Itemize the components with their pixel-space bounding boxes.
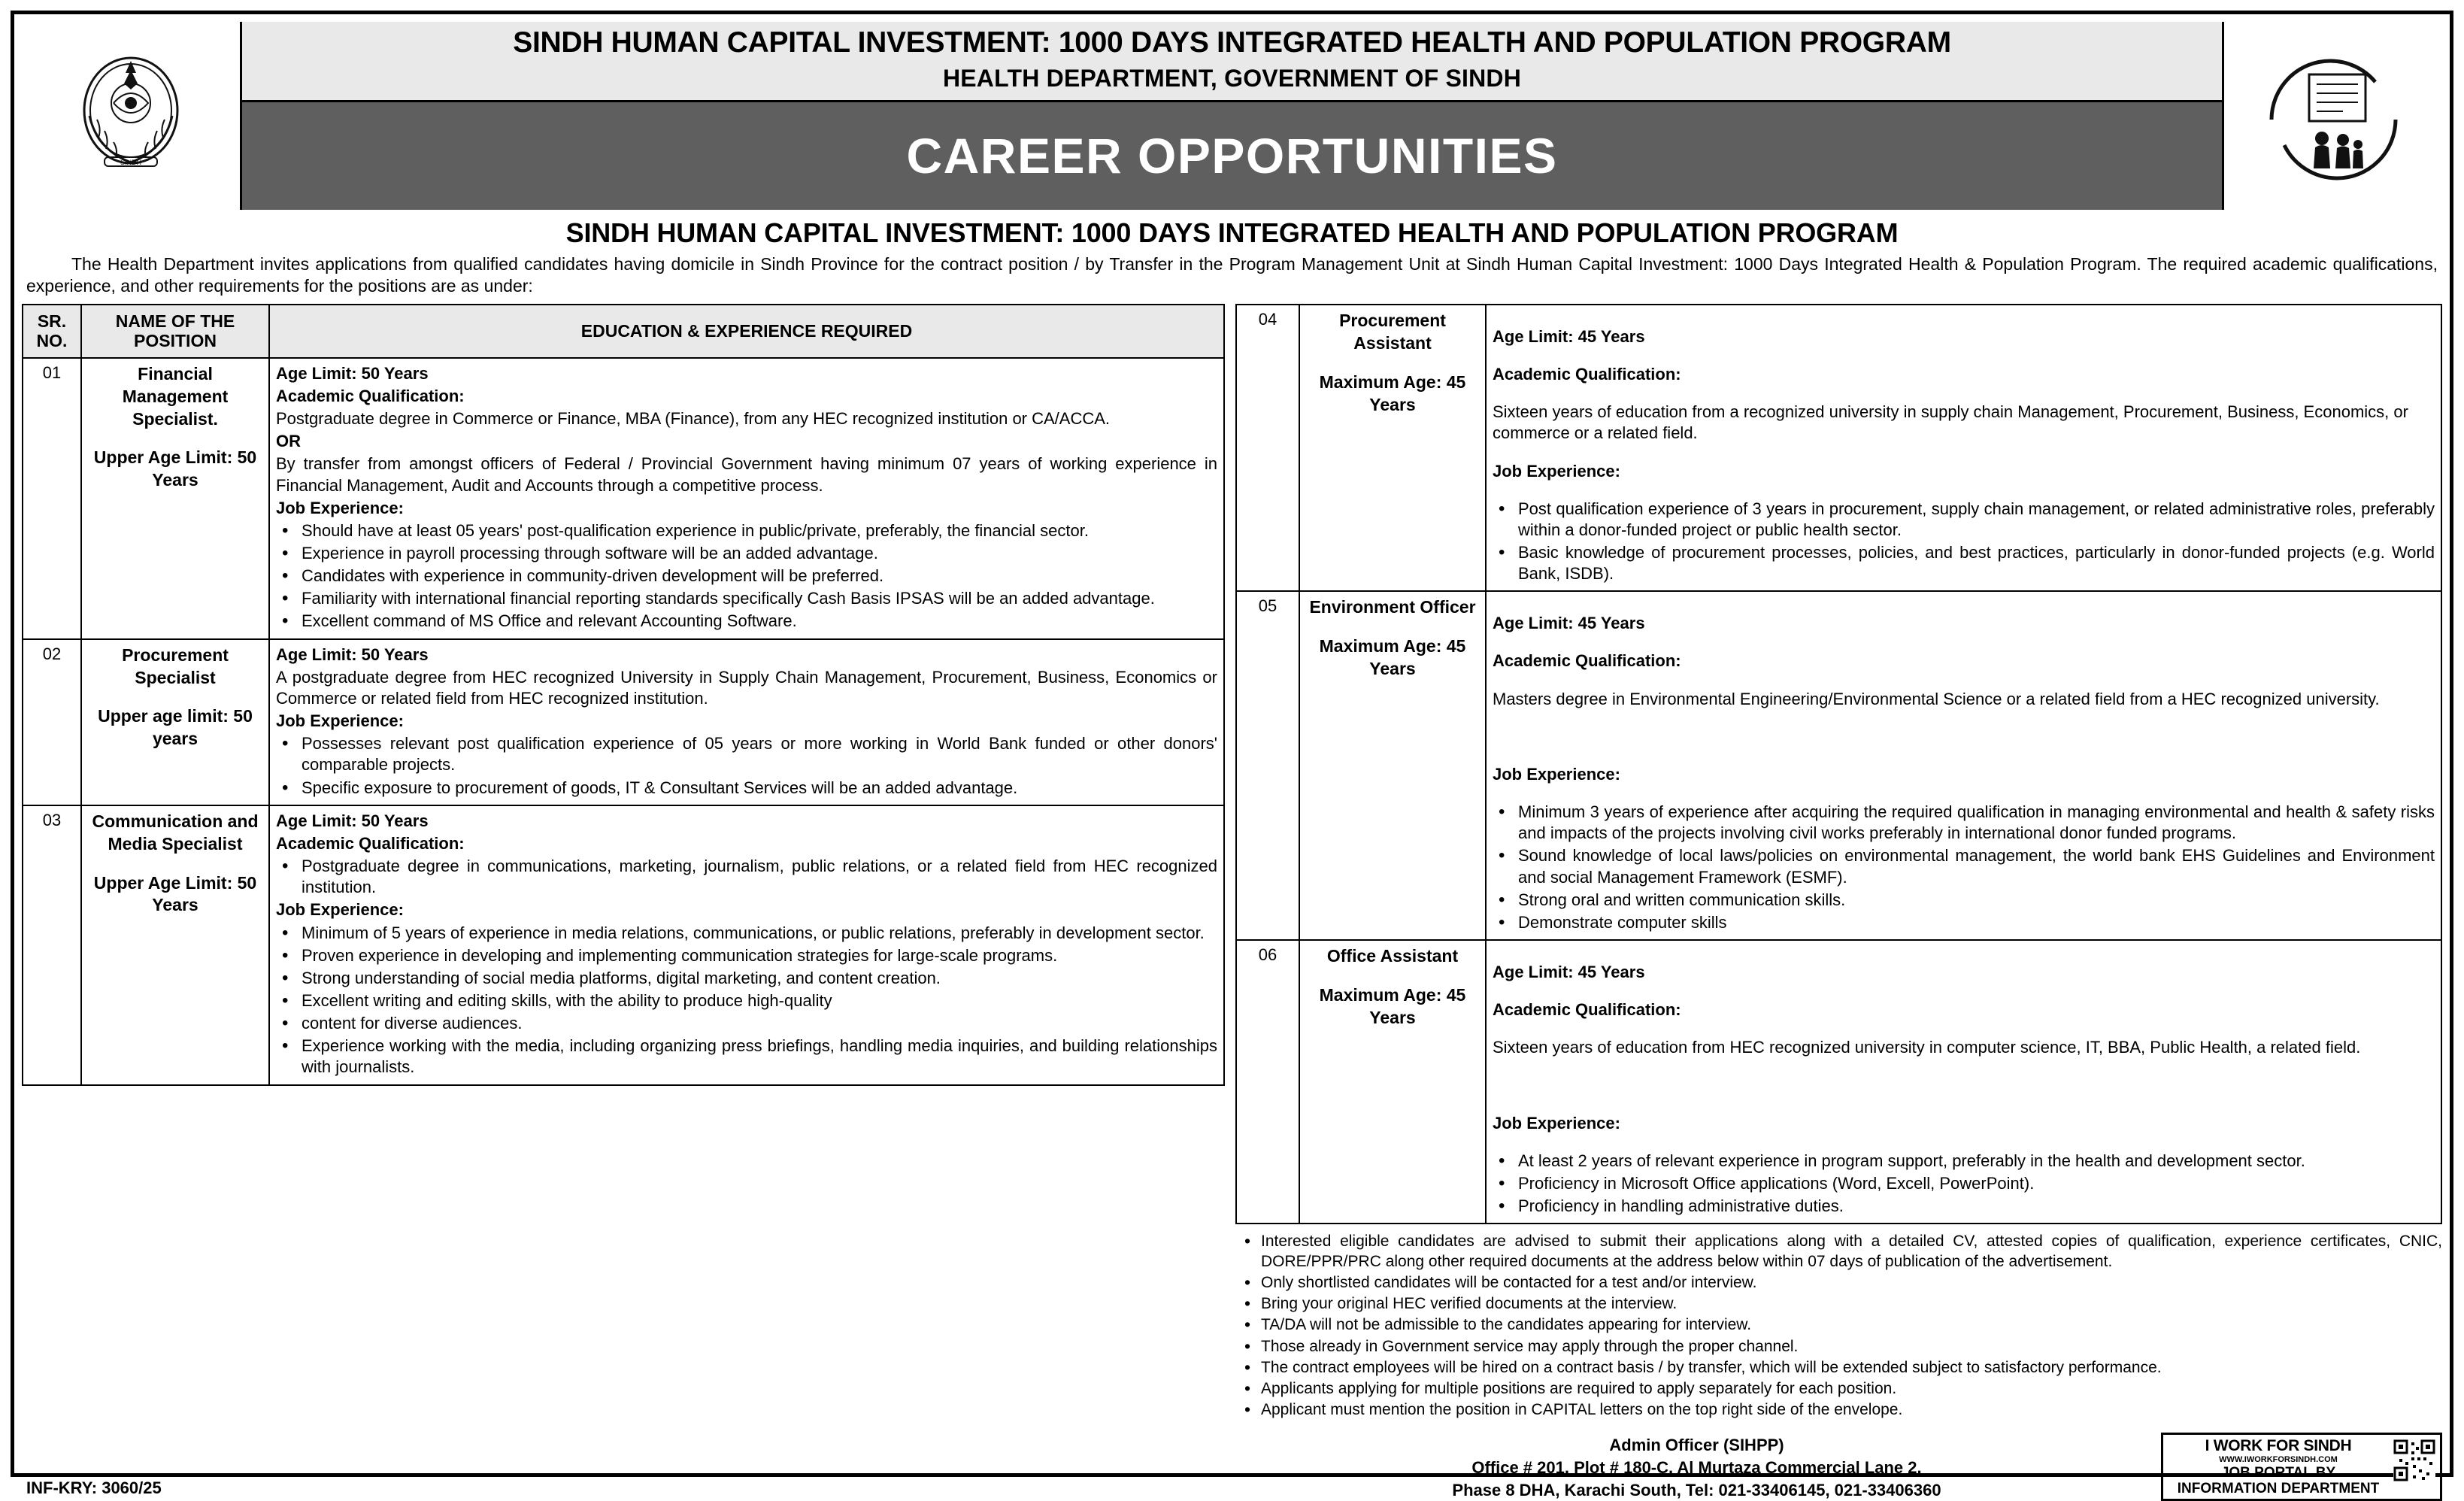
row-position-name (1299, 940, 1486, 1224)
qr-code-icon (2393, 1439, 2435, 1481)
age-limit-label: Age Limit: 45 Years (1493, 962, 2435, 983)
row-education-experience (1486, 305, 2441, 591)
row-education-experience (269, 358, 1224, 639)
position-age-limit: Maximum Age: 45 Years (1306, 984, 1479, 1029)
list-item: • Possesses relevant post qualification experience of 05 years or more working in World Bank funded or other donors' comparable projects. (299, 733, 1217, 775)
portal-title: I WORK FOR SINDH (2166, 1437, 2390, 1455)
list-item: • Bring your original HEC verified documents at the interview. (1261, 1294, 2442, 1314)
intro-paragraph-text: The Health Department invites applications from qualified candidates having domicile in Sindh Province for the contract position / by Transfer in the Program Management Unit at Sindh Human Capital Investment: 1000 Days Integrated Health & Population Program. The required academic qualifications, experience, and other requirements for the positions are as under: (26, 254, 2438, 296)
list-item: • Candidates with experience in community-driven development will be preferred. (299, 566, 1217, 587)
row-sr-no: 03 (23, 805, 81, 1085)
row-position-name (81, 639, 269, 805)
row-position-name (81, 805, 269, 1085)
list-item: • Applicants applying for multiple positions are required to apply separately for each position. (1261, 1379, 2442, 1399)
notes-list (1235, 1232, 2442, 1420)
intro-paragraph (22, 253, 2442, 298)
row-education-experience (1486, 591, 2441, 940)
job-experience-label: Job Experience: (276, 498, 1217, 519)
row-sr-no: 04 (1236, 305, 1299, 591)
list-item: • TA/DA will not be admissible to the candidates appearing for interview. (1261, 1315, 2442, 1335)
age-limit-label: Age Limit: 50 Years (276, 811, 1217, 832)
sindh-government-crest-icon (22, 22, 240, 210)
right-column (1235, 304, 2442, 1422)
header-center (240, 22, 2224, 210)
list-item: • Those already in Government service may apply through the proper channel. (1261, 1337, 2442, 1357)
position-age-limit: Upper Age Limit: 50 Years (88, 447, 262, 492)
table-row (23, 639, 1224, 805)
positions-table-left (22, 304, 1225, 1086)
academic-qualification-label: Academic Qualification: (276, 833, 1217, 854)
list-item: • Proficiency in Microsoft Office applications (Word, Excell, PowerPoint). (1515, 1173, 2435, 1194)
footer (22, 1433, 2442, 1501)
list-item: • Excellent command of MS Office and relevant Accounting Software. (299, 611, 1217, 632)
list-item: • Only shortlisted candidates will be contacted for a test and/or interview. (1261, 1273, 2442, 1293)
career-banner (242, 102, 2222, 210)
job-experience-list (1493, 1151, 2435, 1217)
academic-qualification-text: Sixteen years of education from HEC recognized university in computer science, IT, BBA, Public Health, a related field. (1493, 1037, 2435, 1058)
row-education-experience (269, 639, 1224, 805)
portal-subtitle: JOB PORTAL BY (2166, 1466, 2390, 1481)
or-label: OR (276, 431, 1217, 452)
academic-qualification-label: Academic Qualification: (1493, 999, 2435, 1020)
or-text: By transfer from amongst officers of Federal / Provincial Government having minimum 07 years of working experience in Financial Management, Audit and Accounts through a competitive process. (276, 453, 1217, 496)
position-title: Environment Officer (1306, 596, 1479, 619)
position-title: Office Assistant (1306, 945, 1479, 968)
left-column (22, 304, 1225, 1086)
header-sr-no: SR. NO. (23, 305, 81, 358)
list-item: • Proficiency in handling administrative duties. (1515, 1196, 2435, 1217)
table-row (1236, 591, 2441, 940)
academic-qualification-text: Masters degree in Environmental Engineering/Environmental Science or a related field from a HEC recognized university. (1493, 689, 2435, 710)
header-position-name: NAME OF THE POSITION (81, 305, 269, 358)
row-sr-no: 06 (1236, 940, 1299, 1224)
list-item: • content for diverse audiences. (299, 1013, 1217, 1034)
job-portal-badge (2161, 1433, 2442, 1501)
main-content (22, 304, 2442, 1422)
table-row (23, 358, 1224, 639)
age-limit-label: Age Limit: 50 Years (276, 363, 1217, 384)
row-sr-no: 05 (1236, 591, 1299, 940)
list-item: • Familiarity with international financial reporting standards specifically Cash Basis IPSAS will be an added advantage. (299, 588, 1217, 609)
address-line-2: Office # 201, Plot # 180-C, Al Murtaza Commercial Lane 2, (1240, 1457, 2153, 1479)
academic-qualification-text: Postgraduate degree in Commerce or Finance, MBA (Finance), from any HEC recognized institution or CA/ACCA. (276, 408, 1217, 429)
list-item: • Strong oral and written communication skills. (1515, 890, 2435, 911)
row-position-name (1299, 591, 1486, 940)
table-header-row (23, 305, 1224, 358)
job-experience-list (276, 733, 1217, 798)
academic-qualification-label: Academic Qualification: (1493, 364, 2435, 385)
header-org-block (242, 22, 2222, 102)
list-item: • Specific exposure to procurement of goods, IT & Consultant Services will be an added advantage. (299, 778, 1217, 799)
list-item: • Demonstrate computer skills (1515, 912, 2435, 933)
academic-qualification-list (276, 856, 1217, 898)
list-item: • Experience working with the media, including organizing press briefings, handling media inquiries, and building relationships with journalists. (299, 1036, 1217, 1078)
list-item: • The contract employees will be hired on a contract basis / by transfer, which will be extended subject to satisfactory performance. (1261, 1358, 2442, 1378)
list-item: • Experience in payroll processing through software will be an added advantage. (299, 543, 1217, 564)
academic-qualification-text: A postgraduate degree from HEC recognized University in Supply Chain Management, Procurement, Business, Economics or Commerce or related field from HEC recognized institution. (276, 667, 1217, 709)
job-experience-label: Job Experience: (1493, 764, 2435, 785)
svg-text:SINDH: SINDH (120, 159, 141, 166)
position-age-limit: Maximum Age: 45 Years (1306, 635, 1479, 681)
job-experience-list (276, 520, 1217, 632)
list-item: • Should have at least 05 years' post-qualification experience in public/private, preferably, the financial sector. (299, 520, 1217, 541)
row-education-experience (269, 805, 1224, 1085)
list-item: • Minimum of 5 years of experience in media relations, communications, or public relations, preferably in development sector. (299, 923, 1217, 944)
job-experience-label: Job Experience: (1493, 461, 2435, 482)
list-item: • Proven experience in developing and implementing communication strategies for large-scale programs. (299, 945, 1217, 966)
job-experience-label: Job Experience: (276, 899, 1217, 920)
list-item: • At least 2 years of relevant experience in program support, preferably in the health and development sector. (1515, 1151, 2435, 1172)
row-position-name (1299, 305, 1486, 591)
table-row (1236, 940, 2441, 1224)
academic-qualification-text: Sixteen years of education from a recognized university in supply chain Management, Procurement, Business, Economics, or commerce or a related field. (1493, 402, 2435, 444)
inf-reference-number: INF-KRY: 3060/25 (22, 1478, 1229, 1501)
position-age-limit: Maximum Age: 45 Years (1306, 371, 1479, 417)
age-limit-label: Age Limit: 50 Years (276, 644, 1217, 666)
application-notes (1235, 1232, 2442, 1421)
row-sr-no: 02 (23, 639, 81, 805)
list-item: • Basic knowledge of procurement processes, policies, and best practices, particularly in donor-funded projects (e.g. World Bank, ISDB). (1515, 542, 2435, 584)
position-title: Financial Management Specialist. (88, 363, 262, 431)
academic-qualification-label: Academic Qualification: (1493, 650, 2435, 672)
table-row (1236, 305, 2441, 591)
job-experience-list (1493, 499, 2435, 585)
header (22, 22, 2442, 210)
portal-department: INFORMATION DEPARTMENT (2166, 1481, 2390, 1496)
job-experience-label: Job Experience: (276, 711, 1217, 732)
list-item: • Applicant must mention the position in CAPITAL letters on the top right side of the envelope. (1261, 1400, 2442, 1420)
list-item: • Postgraduate degree in communications, marketing, journalism, public relations, or a related field from HEC recognized institution. (299, 856, 1217, 898)
positions-table-right (1235, 304, 2442, 1224)
portal-website: WWW.IWORKFORSINDH.COM (2166, 1455, 2390, 1464)
org-line-1: SINDH HUMAN CAPITAL INVESTMENT: 1000 DAYS INTEGRATED HEALTH AND POPULATION PROGRAM (250, 26, 2214, 60)
table-row (23, 805, 1224, 1085)
list-item: • Sound knowledge of local laws/policies on environmental management, the world bank EHS Guidelines and Environment and social Management Framework (ESMF). (1515, 845, 2435, 887)
program-title: SINDH HUMAN CAPITAL INVESTMENT: 1000 DAYS INTEGRATED HEALTH AND POPULATION PROGRAM (22, 217, 2442, 249)
org-line-2: HEALTH DEPARTMENT, GOVERNMENT OF SINDH (250, 65, 2214, 92)
list-item: • Post qualification experience of 3 years in procurement, supply chain management, or related administrative roles, preferably within a donor-funded project or public health sector. (1515, 499, 2435, 541)
age-limit-label: Age Limit: 45 Years (1493, 326, 2435, 347)
job-experience-list (1493, 802, 2435, 933)
row-education-experience (1486, 940, 2441, 1224)
position-title: Communication and Media Specialist (88, 811, 262, 856)
list-item: • Strong understanding of social media platforms, digital marketing, and content creation. (299, 968, 1217, 989)
health-program-logo-icon (2224, 22, 2442, 210)
contact-address (1240, 1434, 2153, 1501)
address-line-1: Admin Officer (SIHPP) (1240, 1434, 2153, 1457)
position-title: Procurement Assistant (1306, 310, 1479, 355)
row-sr-no: 01 (23, 358, 81, 639)
list-item: • Interested eligible candidates are advised to submit their applications along with a detailed CV, attested copies of qualification, experience certificates, CNIC, DORE/PPR/PRC along other required documents at the address below within 07 days of publication of the advertisement. (1261, 1232, 2442, 1272)
row-position-name (81, 358, 269, 639)
header-education-experience: EDUCATION & EXPERIENCE REQUIRED (269, 305, 1224, 358)
list-item: • Minimum 3 years of experience after acquiring the required qualification in managing environmental and health & safety risks and impacts of the projects involving civil works preferably in international donor funded programs. (1515, 802, 2435, 844)
position-title: Procurement Specialist (88, 644, 262, 690)
position-age-limit: Upper Age Limit: 50 Years (88, 872, 262, 917)
job-experience-list (276, 923, 1217, 1078)
career-banner-text: CAREER OPPORTUNITIES (906, 127, 1557, 184)
job-experience-label: Job Experience: (1493, 1113, 2435, 1134)
address-line-3: Phase 8 DHA, Karachi South, Tel: 021-33406145, 021-33406360 (1240, 1479, 2153, 1501)
list-item: • Excellent writing and editing skills, with the ability to produce high-quality (299, 990, 1217, 1011)
position-age-limit: Upper age limit: 50 years (88, 705, 262, 750)
academic-qualification-label: Academic Qualification: (276, 386, 1217, 407)
page-border (11, 11, 2453, 1477)
age-limit-label: Age Limit: 45 Years (1493, 613, 2435, 634)
